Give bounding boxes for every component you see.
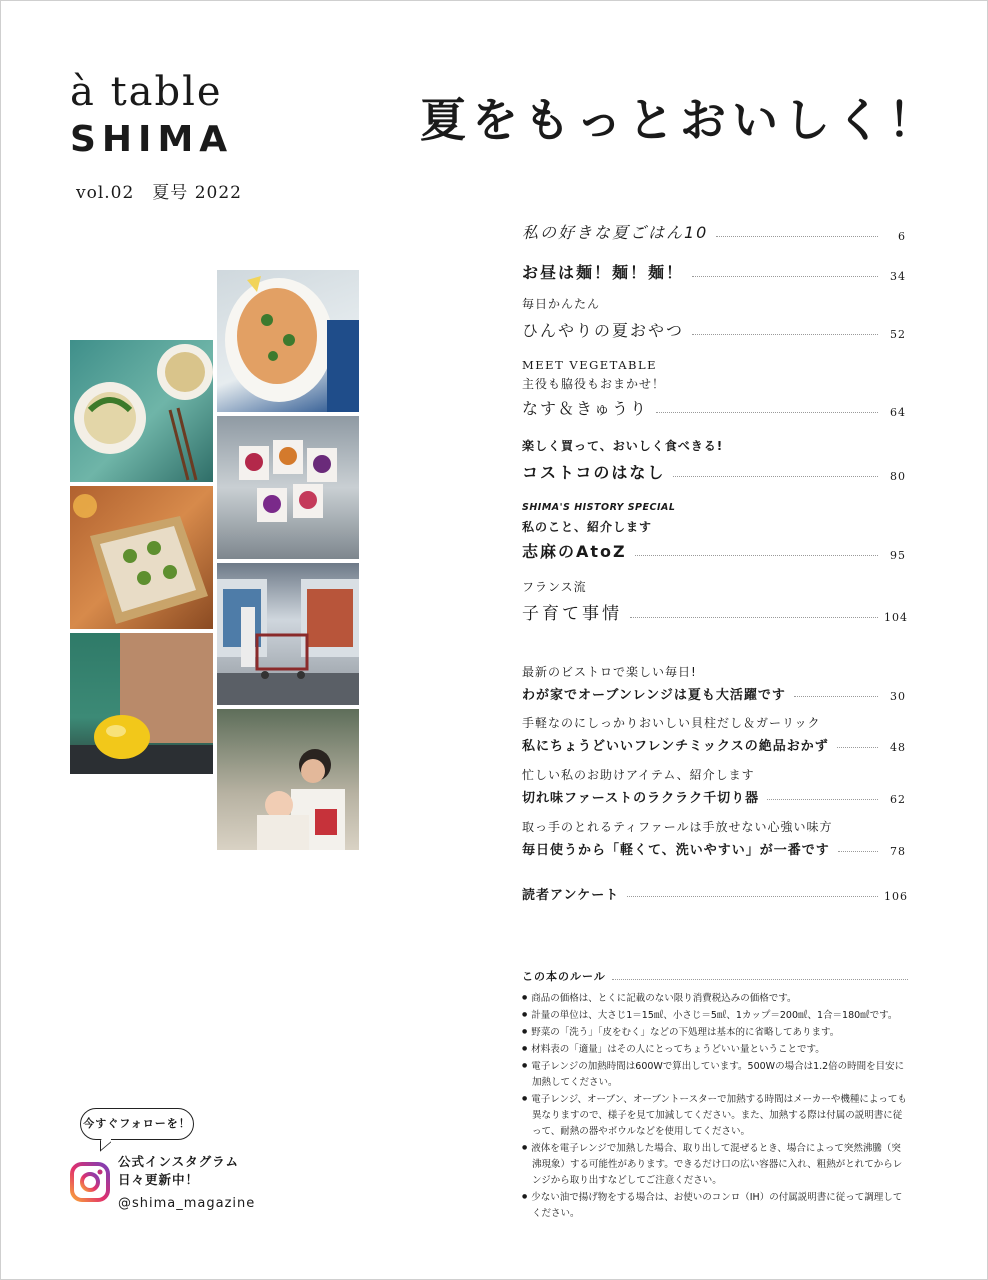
toc-kicker: 毎日かんたん xyxy=(522,297,601,311)
toc-title: 読者アンケート xyxy=(522,888,620,903)
toc-entry[interactable] xyxy=(522,884,906,903)
noodle-bowl-icon xyxy=(70,340,213,482)
rule-item: ● 計量の単位は、大さじ1＝15㎖、小さじ＝5㎖、1カップ＝200㎖、1合＝180㎖です。 xyxy=(522,1007,908,1024)
photo-pasta-plate xyxy=(217,270,359,412)
book-rules xyxy=(522,968,908,1222)
issue-label: vol.02 夏号 2022 xyxy=(76,183,242,203)
toc-kicker: 楽しく買って、おいしく食べきる! xyxy=(522,439,724,453)
toc-page: 52 xyxy=(890,328,906,341)
toc-page: 34 xyxy=(890,270,906,283)
toc-page: 64 xyxy=(890,406,906,419)
toc-title: ひんやりの夏おやつ xyxy=(522,321,685,340)
instagram-caption xyxy=(118,1153,239,1189)
toc-page: 104 xyxy=(884,611,908,624)
toc-page: 30 xyxy=(890,690,906,703)
instagram-icon[interactable] xyxy=(70,1162,110,1202)
lemon-icon xyxy=(70,633,213,774)
toc-kicker: 忙しい私のお助けアイテム、紹介します xyxy=(522,768,755,782)
toc-kicker: フランス流 xyxy=(522,580,587,594)
toc-page: 78 xyxy=(890,845,906,858)
toc-page: 62 xyxy=(890,793,906,806)
toc-kicker: MEET VEGETABLE xyxy=(522,358,658,372)
salad-icon xyxy=(70,486,213,629)
toc-kicker: 最新のビストロで楽しい毎日! xyxy=(522,665,697,679)
toc-kicker: 主役も脇役もおまかせ！ xyxy=(522,377,666,391)
toc-entry[interactable] xyxy=(522,357,906,419)
toc-page: 48 xyxy=(890,741,906,754)
plate-icon xyxy=(217,270,359,412)
toc-title: 子育て事情 xyxy=(522,604,622,624)
toc-title: 私の好きな夏ごはん10 xyxy=(522,223,709,242)
photo-mother-baby xyxy=(217,709,359,850)
toc-kicker: 取っ手のとれるティファールは手放せない心強い味方 xyxy=(522,820,833,834)
person-icon xyxy=(217,709,359,850)
instagram-handle[interactable]: @shima_magazine xyxy=(118,1196,256,1211)
toc-title: 切れ味ファーストのラクラク千切り器 xyxy=(522,791,760,806)
toc-kicker: 私のこと、紹介します xyxy=(522,520,653,534)
toc-page: 95 xyxy=(890,549,906,562)
rule-item: ● 商品の価格は、とくに記載のない限り消費税込みの価格です。 xyxy=(522,990,908,1007)
toc-entry[interactable] xyxy=(522,767,906,806)
toc-entry[interactable] xyxy=(522,579,906,624)
toc-title: わが家でオーブンレンジは夏も大活躍です xyxy=(522,688,786,703)
toc-entry[interactable] xyxy=(522,296,906,341)
rules-list xyxy=(522,990,908,1222)
rule-item: ● 電子レンジ、オーブン、オーブントースターで加熱する時間はメーカーや機種によっても異なりますので、様子を見て加減してください。また、加熱する際は付属の説明書に従って、耐熱の器やボウルなどを使用してください。 xyxy=(522,1091,908,1140)
toc-entry[interactable] xyxy=(522,819,906,858)
instagram-caption-line-2: 日々更新中！ xyxy=(118,1172,200,1187)
toc-entry[interactable] xyxy=(522,664,906,703)
toc-title: 私にちょうどいいフレンチミックスの絶品おかず xyxy=(522,739,829,754)
rule-item: ● 少ない油で揚げ物をする場合は、お使いのコンロ（IH）の付属説明書に従って調理してください。 xyxy=(522,1189,908,1222)
toc-title: なす＆きゅうり xyxy=(522,399,649,418)
photo-noodle-bowls xyxy=(70,340,213,482)
rule-item: ● 野菜の「洗う」「皮をむく」などの下処理は基本的に省略してあります。 xyxy=(522,1024,908,1041)
toc-title: お昼は麺！麺！麺！ xyxy=(522,263,685,282)
toc-title: 志麻のAtoZ xyxy=(522,542,627,561)
page-headline: 夏をもっとおいしく！ xyxy=(420,93,940,147)
photo-collage xyxy=(70,270,360,850)
toc-entry[interactable] xyxy=(522,438,906,483)
photo-costco-store xyxy=(217,563,359,705)
photo-salad-tray xyxy=(70,486,213,629)
follow-bubble: 今すぐフォローを！ xyxy=(80,1108,194,1140)
photo-lemon-table xyxy=(70,633,213,774)
rule-item: ● 材料表の「適量」はその人にとってちょうどいい量ということです。 xyxy=(522,1041,908,1058)
toc-entry[interactable] xyxy=(522,260,906,283)
rule-item: ● 液体を電子レンジで加熱した場合、取り出して混ぜるとき、場合によって突然沸騰（突沸現象）する可能性があります。できるだけ口の広い容器に入れ、粗熱がとれてからレンジから取り出すなどしてご注意ください。 xyxy=(522,1140,908,1189)
dessert-icon xyxy=(217,416,359,559)
logo-line-1: à table xyxy=(70,69,223,115)
photo-jelly-desserts xyxy=(217,416,359,559)
instagram-caption-line-1: 公式インスタグラム xyxy=(118,1154,240,1169)
toc-page: 80 xyxy=(890,470,906,483)
toc-page: 106 xyxy=(884,890,908,903)
toc-kicker: SHIMA'S HISTORY SPECIAL xyxy=(522,502,676,513)
toc-page: 6 xyxy=(898,230,906,243)
magazine-logo xyxy=(70,69,234,160)
toc-kicker: 手軽なのにしっかりおいしい貝柱だし＆ガーリック xyxy=(522,716,821,730)
toc-entry[interactable] xyxy=(522,500,906,562)
toc-entry[interactable] xyxy=(522,715,906,754)
toc-title: 毎日使うから「軽くて、洗いやすい」が一番です xyxy=(522,843,830,858)
rules-title: この本のルール xyxy=(522,970,606,983)
logo-line-2: SHIMA xyxy=(70,119,234,160)
toc-title: コストコのはなし xyxy=(522,463,666,482)
toc-entry[interactable] xyxy=(522,220,906,243)
rule-item: ● 電子レンジの加熱時間は600Wで算出しています。500Wの場合は1.2倍の時間を目安に加熱してください。 xyxy=(522,1058,908,1091)
shopping-cart-icon xyxy=(217,563,359,705)
